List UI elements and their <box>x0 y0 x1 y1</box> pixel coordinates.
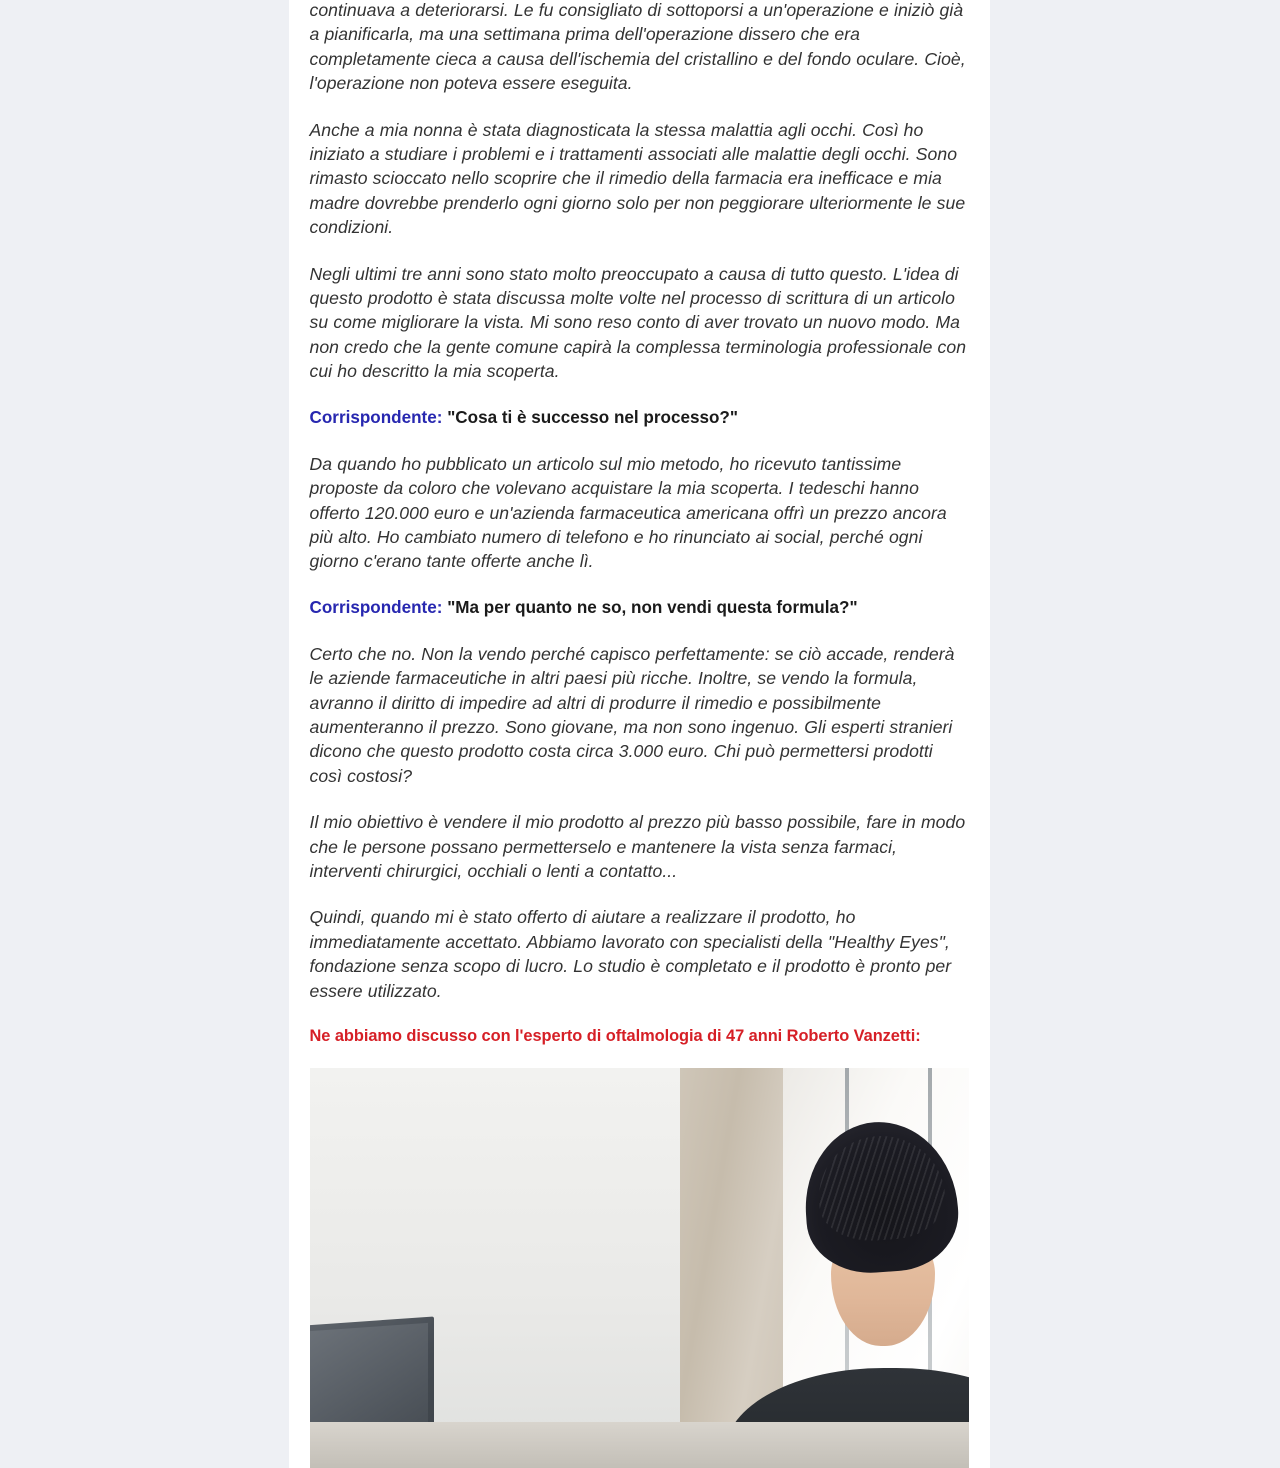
paragraph-4: Da quando ho pubblicato un articolo sul mio metodo, ho ricevuto tantissime proposte da coloro che volevano acquistare la mia scoperta. I tedeschi hanno offerto 120.000 euro e un'azienda farmaceutica americana offrì un prezzo ancora più alto. Ho cambiato numero di telefono e ho rinunciato ai social, perché ogni giorno c'erano tante offerte anche lì. <box>309 453 947 572</box>
paragraph-6: Il mio obiettivo è vendere il mio prodotto al prezzo più basso possibile, fare in modo che le persone possano permetterselo e mantenere la vista senza farmaci, interventi chirurgici, occhiali o lenti a contatto... <box>309 812 966 881</box>
photo-scene <box>310 1068 969 1468</box>
photo-person-hair-texture <box>814 1132 947 1245</box>
paragraph-1: continuava a deteriorarsi. Le fu consigliato di sottoporsi a un'operazione e iniziò già a pianificarla, ma una settimana prima dell'operazione dissero che era completamente cieca a causa dell'ischemia del cristallino e del fondo oculare. Cioè, l'operazione non poteva essere eseguita. <box>309 0 966 94</box>
speaker-quote-2: "Ma per quanto ne so, non vendi questa formula?" <box>447 597 858 617</box>
expert-office-photo <box>310 1068 969 1468</box>
photo-desk <box>310 1422 969 1468</box>
paragraph-5: Certo che no. Non la vendo perché capisco perfettamente: se ciò accade, renderà le aziende farmaceutiche in altri paesi più ricche. Inoltre, se vendo la formula, avranno il diritto di impedire ad altri di produrre il rimedio e possibilmente aumenteranno il prezzo. Sono giovane, ma non sono ingenuo. Gli esperti stranieri dicono che questo prodotto costa circa 3.000 euro. Chi può permettersi prodotti così costosi? <box>309 643 955 786</box>
expert-intro-heading: Ne abbiamo discusso con l'esperto di oftalmologia di 47 anni Roberto Vanzetti: <box>309 1027 921 1045</box>
speaker-label-correspondent-1: Corrispondente: <box>309 407 443 427</box>
speaker-line-1 <box>310 406 970 430</box>
photo-person-head <box>805 1122 957 1322</box>
speaker-quote-1: "Cosa ti è successo nel processo?" <box>447 407 738 427</box>
paragraph-3: Negli ultimi tre anni sono stato molto preoccupato a causa di tutto questo. L'idea di questo prodotto è stata discussa molte volte nel processo di scrittura di un articolo su come migliorare la vista. Mi sono reso conto di aver trovato un nuovo modo. Ma non credo che la gente comune capirà la complessa terminologia professionale con cui ho descritto la mia scoperta. <box>309 263 967 382</box>
speaker-label-correspondent-2: Corrispondente: <box>309 597 443 617</box>
photo-person-hair <box>799 1117 961 1277</box>
paragraph-7: Quindi, quando mi è stato offerto di aiutare a realizzare il prodotto, ho immediatamente accettato. Abbiamo lavorato con specialisti della "Healthy Eyes", fondazione senza scopo di lucro. Lo studio è completato e il prodotto è pronto per essere utilizzato. <box>309 907 952 1001</box>
paragraph-2: Anche a mia nonna è stata diagnosticata la stessa malattia agli occhi. Così ho iniziato a studiare i problemi e i trattamenti associati alle malattie degli occhi. Sono rimasto scioccato nello scoprire che il rimedio della farmacia era inefficace e mia madre dovrebbe prenderlo ogni giorno solo per non peggiorare ulteriormente le sue condizioni. <box>309 119 966 238</box>
article-content-column <box>289 0 990 1468</box>
speaker-line-2 <box>310 596 970 620</box>
article-body <box>310 0 970 1468</box>
